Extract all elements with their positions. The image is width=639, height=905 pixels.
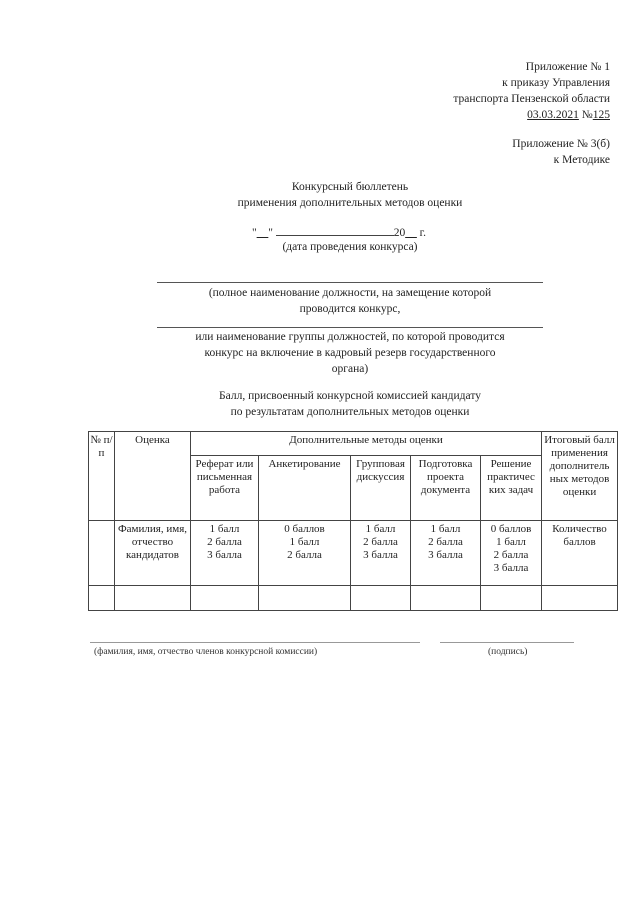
method-document: Подготовка проекта документа	[411, 455, 481, 520]
year-prefix: 20	[393, 227, 406, 239]
empty-cell	[481, 586, 542, 611]
score-value: 3 балла	[363, 549, 398, 561]
empty-cell	[411, 586, 481, 611]
method-discussion: Групповая дискуссия	[351, 455, 411, 520]
date-open-quote: "	[252, 227, 257, 239]
order-number: 125	[592, 109, 610, 121]
score-value: 2 балла	[493, 549, 529, 561]
title-line1: Конкурсный бюллетень	[291, 181, 409, 193]
appendix3-line2: к Методике	[553, 154, 610, 166]
score-value: 0 баллов	[284, 523, 325, 535]
header-methods: Дополнительные методы оценки	[191, 432, 542, 456]
score-value: 1 балл	[496, 536, 526, 548]
header-num: № п/п	[89, 432, 115, 521]
signature-caption: (подпись)	[488, 647, 528, 657]
scores-table	[88, 431, 618, 611]
score-value: 1 балл	[209, 523, 240, 535]
score-value: 1 балл	[430, 523, 461, 535]
score-cell-tasks	[481, 521, 542, 586]
appendix1-line1: Приложение № 1	[525, 61, 610, 73]
score-cell-document	[411, 521, 481, 586]
score-value: 1 балл	[289, 536, 320, 548]
members-line	[90, 642, 420, 643]
score-value: 0 баллов	[490, 523, 532, 535]
group-caption-line2: конкурс на включение в кадровый резерв государственного	[204, 347, 496, 359]
score-value: 1 балл	[365, 523, 396, 535]
total-cell: Количество баллов	[542, 521, 618, 586]
date-caption: (дата проведения конкурса)	[282, 241, 418, 253]
empty-cell	[259, 586, 351, 611]
header-total: Итоговый балл применения дополнитель ных методов оценки	[542, 432, 618, 521]
appendix1-block	[310, 60, 610, 122]
table-header-row	[89, 432, 618, 456]
group-caption-line3: органа)	[331, 363, 369, 375]
appendix1-line3: транспорта Пензенской области	[453, 93, 610, 105]
score-cell-discussion	[351, 521, 411, 586]
order-ref	[310, 108, 610, 122]
empty-cell	[191, 586, 259, 611]
score-cell-survey	[259, 521, 351, 586]
empty-cell	[89, 586, 115, 611]
row-num	[89, 521, 115, 586]
year-blank: __	[405, 227, 417, 239]
signature-line	[440, 642, 574, 643]
table-row-empty	[89, 586, 618, 611]
score-cell-essay	[191, 521, 259, 586]
appendix3-line1: Приложение № 3(б)	[512, 138, 610, 150]
empty-cell	[351, 586, 411, 611]
position-caption-line2: проводится конкурс,	[299, 303, 401, 315]
score-value: 2 балла	[363, 536, 398, 548]
order-date: 03.03.2021	[527, 109, 579, 121]
position-name-line	[157, 282, 543, 283]
method-essay: Реферат или письменная работа	[191, 455, 259, 520]
score-heading-line1: Балл, присвоенный конкурсной комиссией кандидату	[219, 390, 481, 402]
empty-cell	[115, 586, 191, 611]
group-caption	[140, 330, 560, 376]
table-row	[89, 521, 618, 586]
method-tasks: Решение практичес ких задач	[481, 455, 542, 520]
month-blank-line	[276, 224, 394, 236]
score-value: 2 балла	[207, 536, 242, 548]
header-eval: Оценка	[115, 432, 191, 521]
order-number-prefix: №	[578, 109, 593, 121]
score-value: 3 балла	[493, 562, 529, 574]
row-eval: Фамилия, имя, отчество кандидатов	[115, 521, 191, 586]
score-value: 3 балла	[207, 549, 242, 561]
score-value: 3 балла	[428, 549, 463, 561]
score-heading	[150, 389, 550, 419]
method-survey: Анкетирование	[259, 455, 351, 520]
empty-cell	[542, 586, 618, 611]
group-caption-line1: или наименование группы должностей, по которой проводится	[195, 331, 505, 343]
year-suffix: г.	[416, 227, 426, 239]
day-blank: __	[256, 227, 269, 239]
score-heading-line2: по результатам дополнительных методов оценки	[230, 406, 470, 418]
appendix1-line2: к приказу Управления	[502, 77, 610, 89]
members-caption: (фамилия, имя, отчество членов конкурсной комиссии)	[94, 647, 318, 657]
page-title	[150, 180, 550, 210]
title-line2: применения дополнительных методов оценки	[237, 197, 463, 209]
score-value: 2 балла	[287, 549, 322, 561]
appendix3-block	[310, 137, 610, 167]
position-caption	[160, 286, 540, 316]
date-line	[252, 224, 492, 240]
group-name-line	[157, 327, 543, 328]
date-close-quote: "	[268, 227, 273, 239]
position-caption-line1: (полное наименование должности, на замещение которой	[208, 287, 492, 299]
score-value: 2 балла	[428, 536, 463, 548]
